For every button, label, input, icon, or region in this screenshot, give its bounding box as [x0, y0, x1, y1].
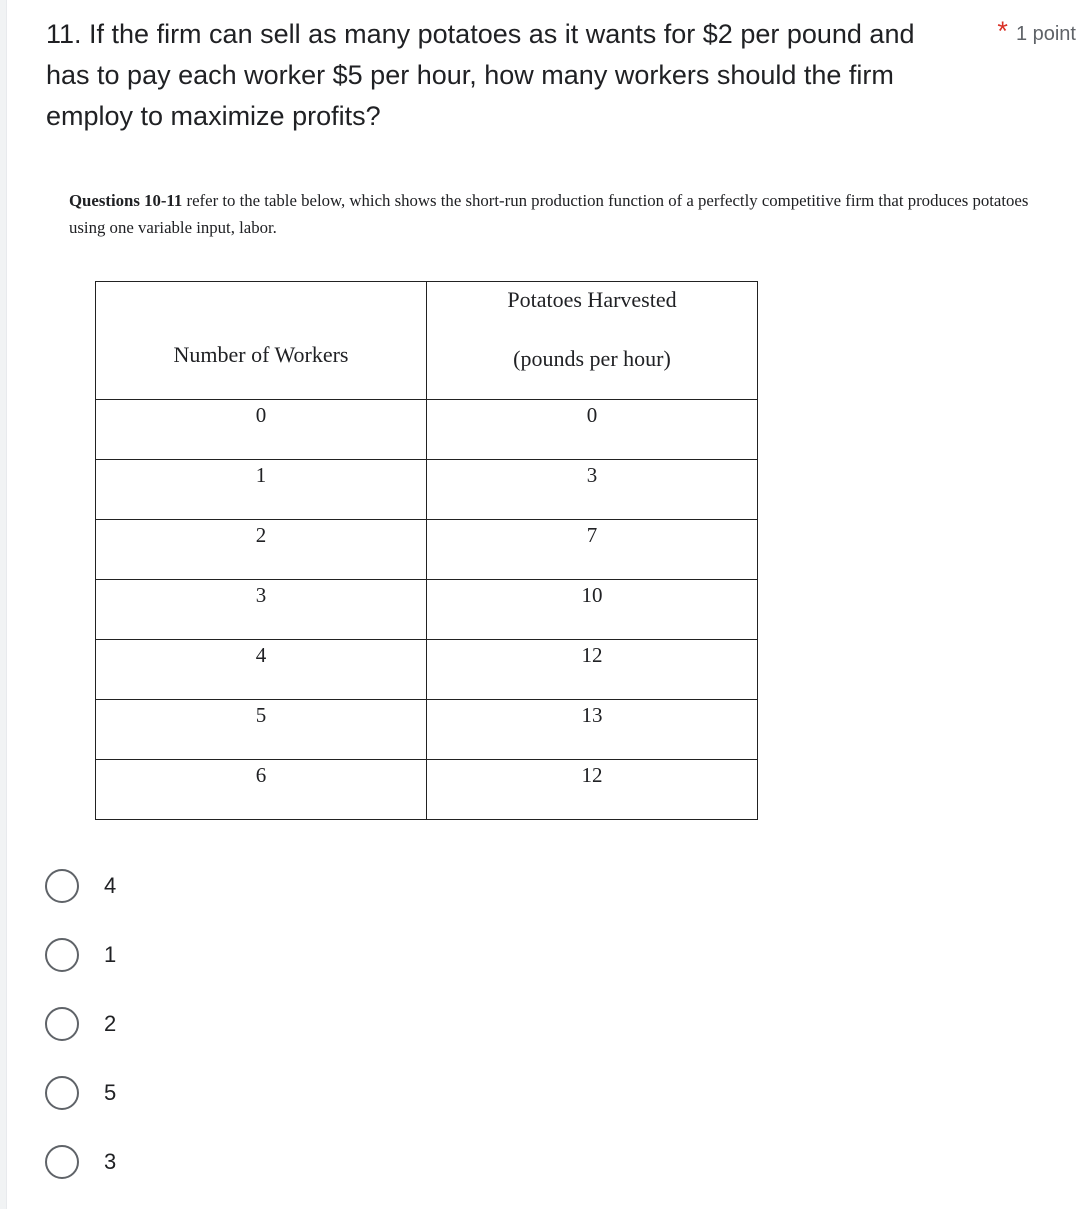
- required-asterisk: *: [997, 16, 1008, 46]
- header-potatoes-harvested: [427, 282, 758, 400]
- radio-button[interactable]: [45, 1076, 79, 1110]
- required-points: [997, 16, 1076, 51]
- cell-workers: 6: [96, 760, 427, 820]
- table-row: [96, 400, 758, 460]
- table-header-row: [96, 282, 758, 400]
- figure-caption-bold: Questions 10-11: [69, 191, 183, 210]
- cell-potatoes: 7: [427, 520, 758, 580]
- table-row: [96, 760, 758, 820]
- table-row: [96, 520, 758, 580]
- figure-caption: [69, 187, 1059, 241]
- radio-button[interactable]: [45, 938, 79, 972]
- choice-option-4[interactable]: [45, 851, 116, 920]
- cell-workers: 3: [96, 580, 427, 640]
- cell-workers: 2: [96, 520, 427, 580]
- figure-caption-text: refer to the table below, which shows the short-run production function of a perfectly competitive firm that produces potatoes using one variable input, labor.: [69, 191, 1029, 237]
- choice-option-3[interactable]: [45, 1127, 116, 1196]
- answer-choices: [45, 851, 116, 1196]
- table-row: [96, 460, 758, 520]
- choice-label: 4: [104, 872, 117, 898]
- cell-workers: 0: [96, 400, 427, 460]
- header-potatoes-line2: (pounds per hour): [513, 346, 671, 371]
- cell-workers: 1: [96, 460, 427, 520]
- cell-potatoes: 3: [427, 460, 758, 520]
- radio-button[interactable]: [45, 1007, 79, 1041]
- table-row: [96, 640, 758, 700]
- choice-option-2[interactable]: [45, 989, 116, 1058]
- form-left-accent: [0, 0, 7, 1209]
- header-number-of-workers: Number of Workers: [96, 282, 427, 400]
- cell-potatoes: 10: [427, 580, 758, 640]
- cell-potatoes: 12: [427, 760, 758, 820]
- question-title: 11. If the firm can sell as many potatoes as it wants for $2 per pound and has to pay each worker $5 per hour, how many workers should the firm employ to maximize profits?: [46, 19, 915, 131]
- choice-label: 1: [104, 941, 117, 967]
- choice-option-5[interactable]: [45, 1058, 116, 1127]
- cell-workers: 4: [96, 640, 427, 700]
- production-table: [95, 281, 758, 820]
- radio-button[interactable]: [45, 869, 79, 903]
- table-row: [96, 580, 758, 640]
- choice-option-1[interactable]: [45, 920, 116, 989]
- radio-button[interactable]: [45, 1145, 79, 1179]
- choice-label: 3: [104, 1148, 117, 1174]
- choice-label: 5: [104, 1079, 117, 1105]
- choice-label: 2: [104, 1010, 117, 1036]
- cell-potatoes: 12: [427, 640, 758, 700]
- points-label: 1 point: [1015, 23, 1076, 45]
- header-potatoes-line1: Potatoes Harvested: [507, 287, 677, 312]
- cell-workers: 5: [96, 700, 427, 760]
- question-header: [46, 14, 1076, 137]
- question-figure: [69, 187, 1059, 241]
- cell-potatoes: 0: [427, 400, 758, 460]
- table-row: [96, 700, 758, 760]
- cell-potatoes: 13: [427, 700, 758, 760]
